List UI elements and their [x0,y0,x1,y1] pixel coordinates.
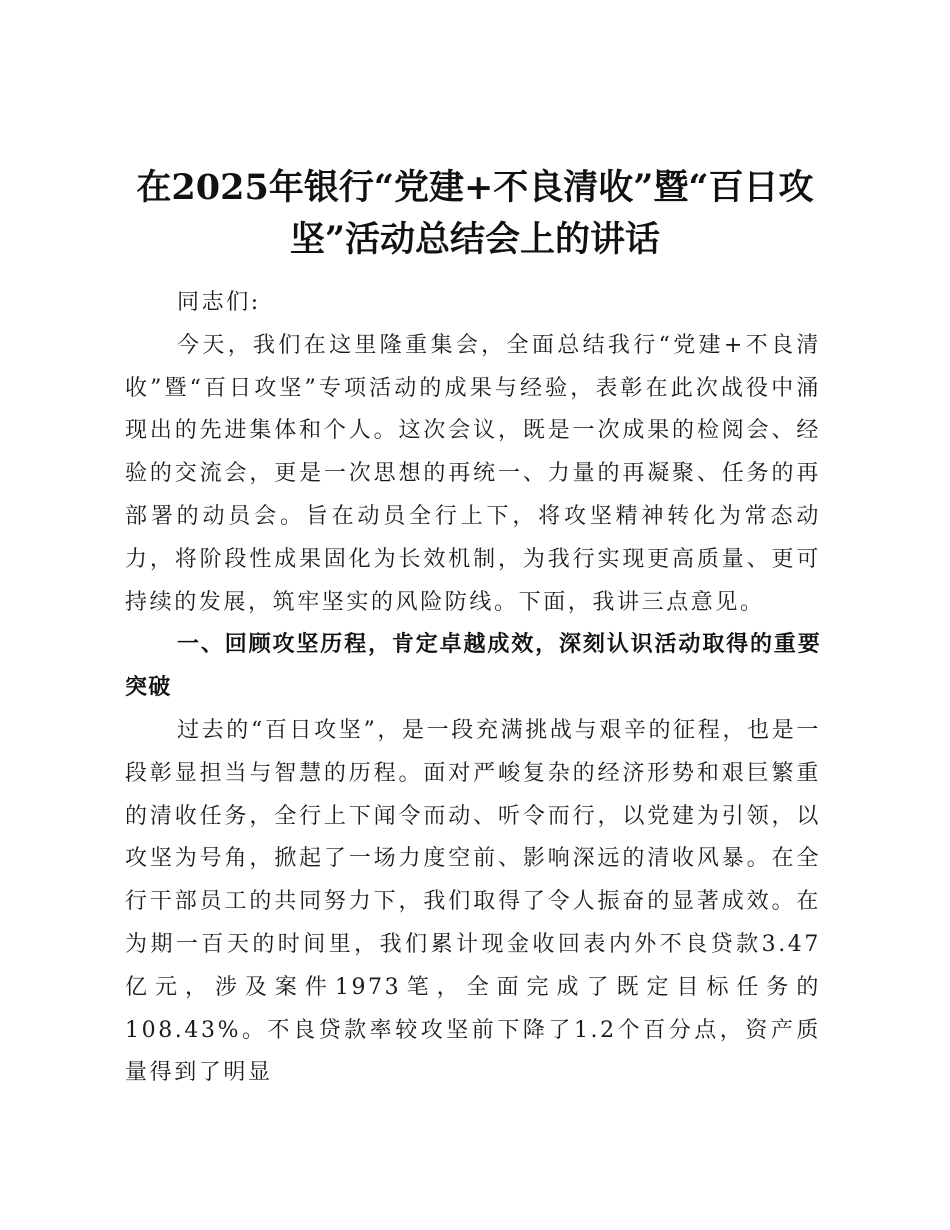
paragraph-intro: 今天，我们在这里隆重集会，全面总结我行“党建+不良清收”暨“百日攻坚”专项活动的成果与经验，表彰在此次战役中涌现出的先进集体和个人。这次会议，既是一次成果的检阅会、经验的交流会，更是一次思想的再统一、力量的再凝聚、任务的再部署的动员会。旨在动员全行上下，将攻坚精神转化为常态动力，将阶段性成果固化为长效机制，为我行实现更高质量、更可持续的发展，筑牢坚实的风险防线。下面，我讲三点意见。 [125,332,821,615]
paragraph-section-1: 过去的“百日攻坚”，是一段充满挑战与艰辛的征程，也是一段彰显担当与智慧的历程。面对严峻复杂的经济形势和艰巨繁重的清收任务，全行上下闻令而动、听令而行，以党建为引领，以攻坚为号角，掀起了一场力度空前、影响深远的清收风暴。在全行干部员工的共同努力下，我们取得了令人振奋的显著成效。在为期一百天的时间里，我们累计现金收回表内外不良贷款3.47亿元，涉及案件1973笔，全面完成了既定目标任务的108.43%。不良贷款率较攻坚前下降了1.2个百分点，资产质量得到了明显 [125,717,821,1086]
document-title: 在2025年银行“党建+不良清收”暨“百日攻坚”活动总结会上的讲话 [136,167,814,260]
document-body [125,282,821,1095]
section-heading-1: 一、回顾攻坚历程，肯定卓越成效，深刻认识活动取得的重要突破 [125,632,821,701]
salutation: 同志们: [177,290,261,315]
